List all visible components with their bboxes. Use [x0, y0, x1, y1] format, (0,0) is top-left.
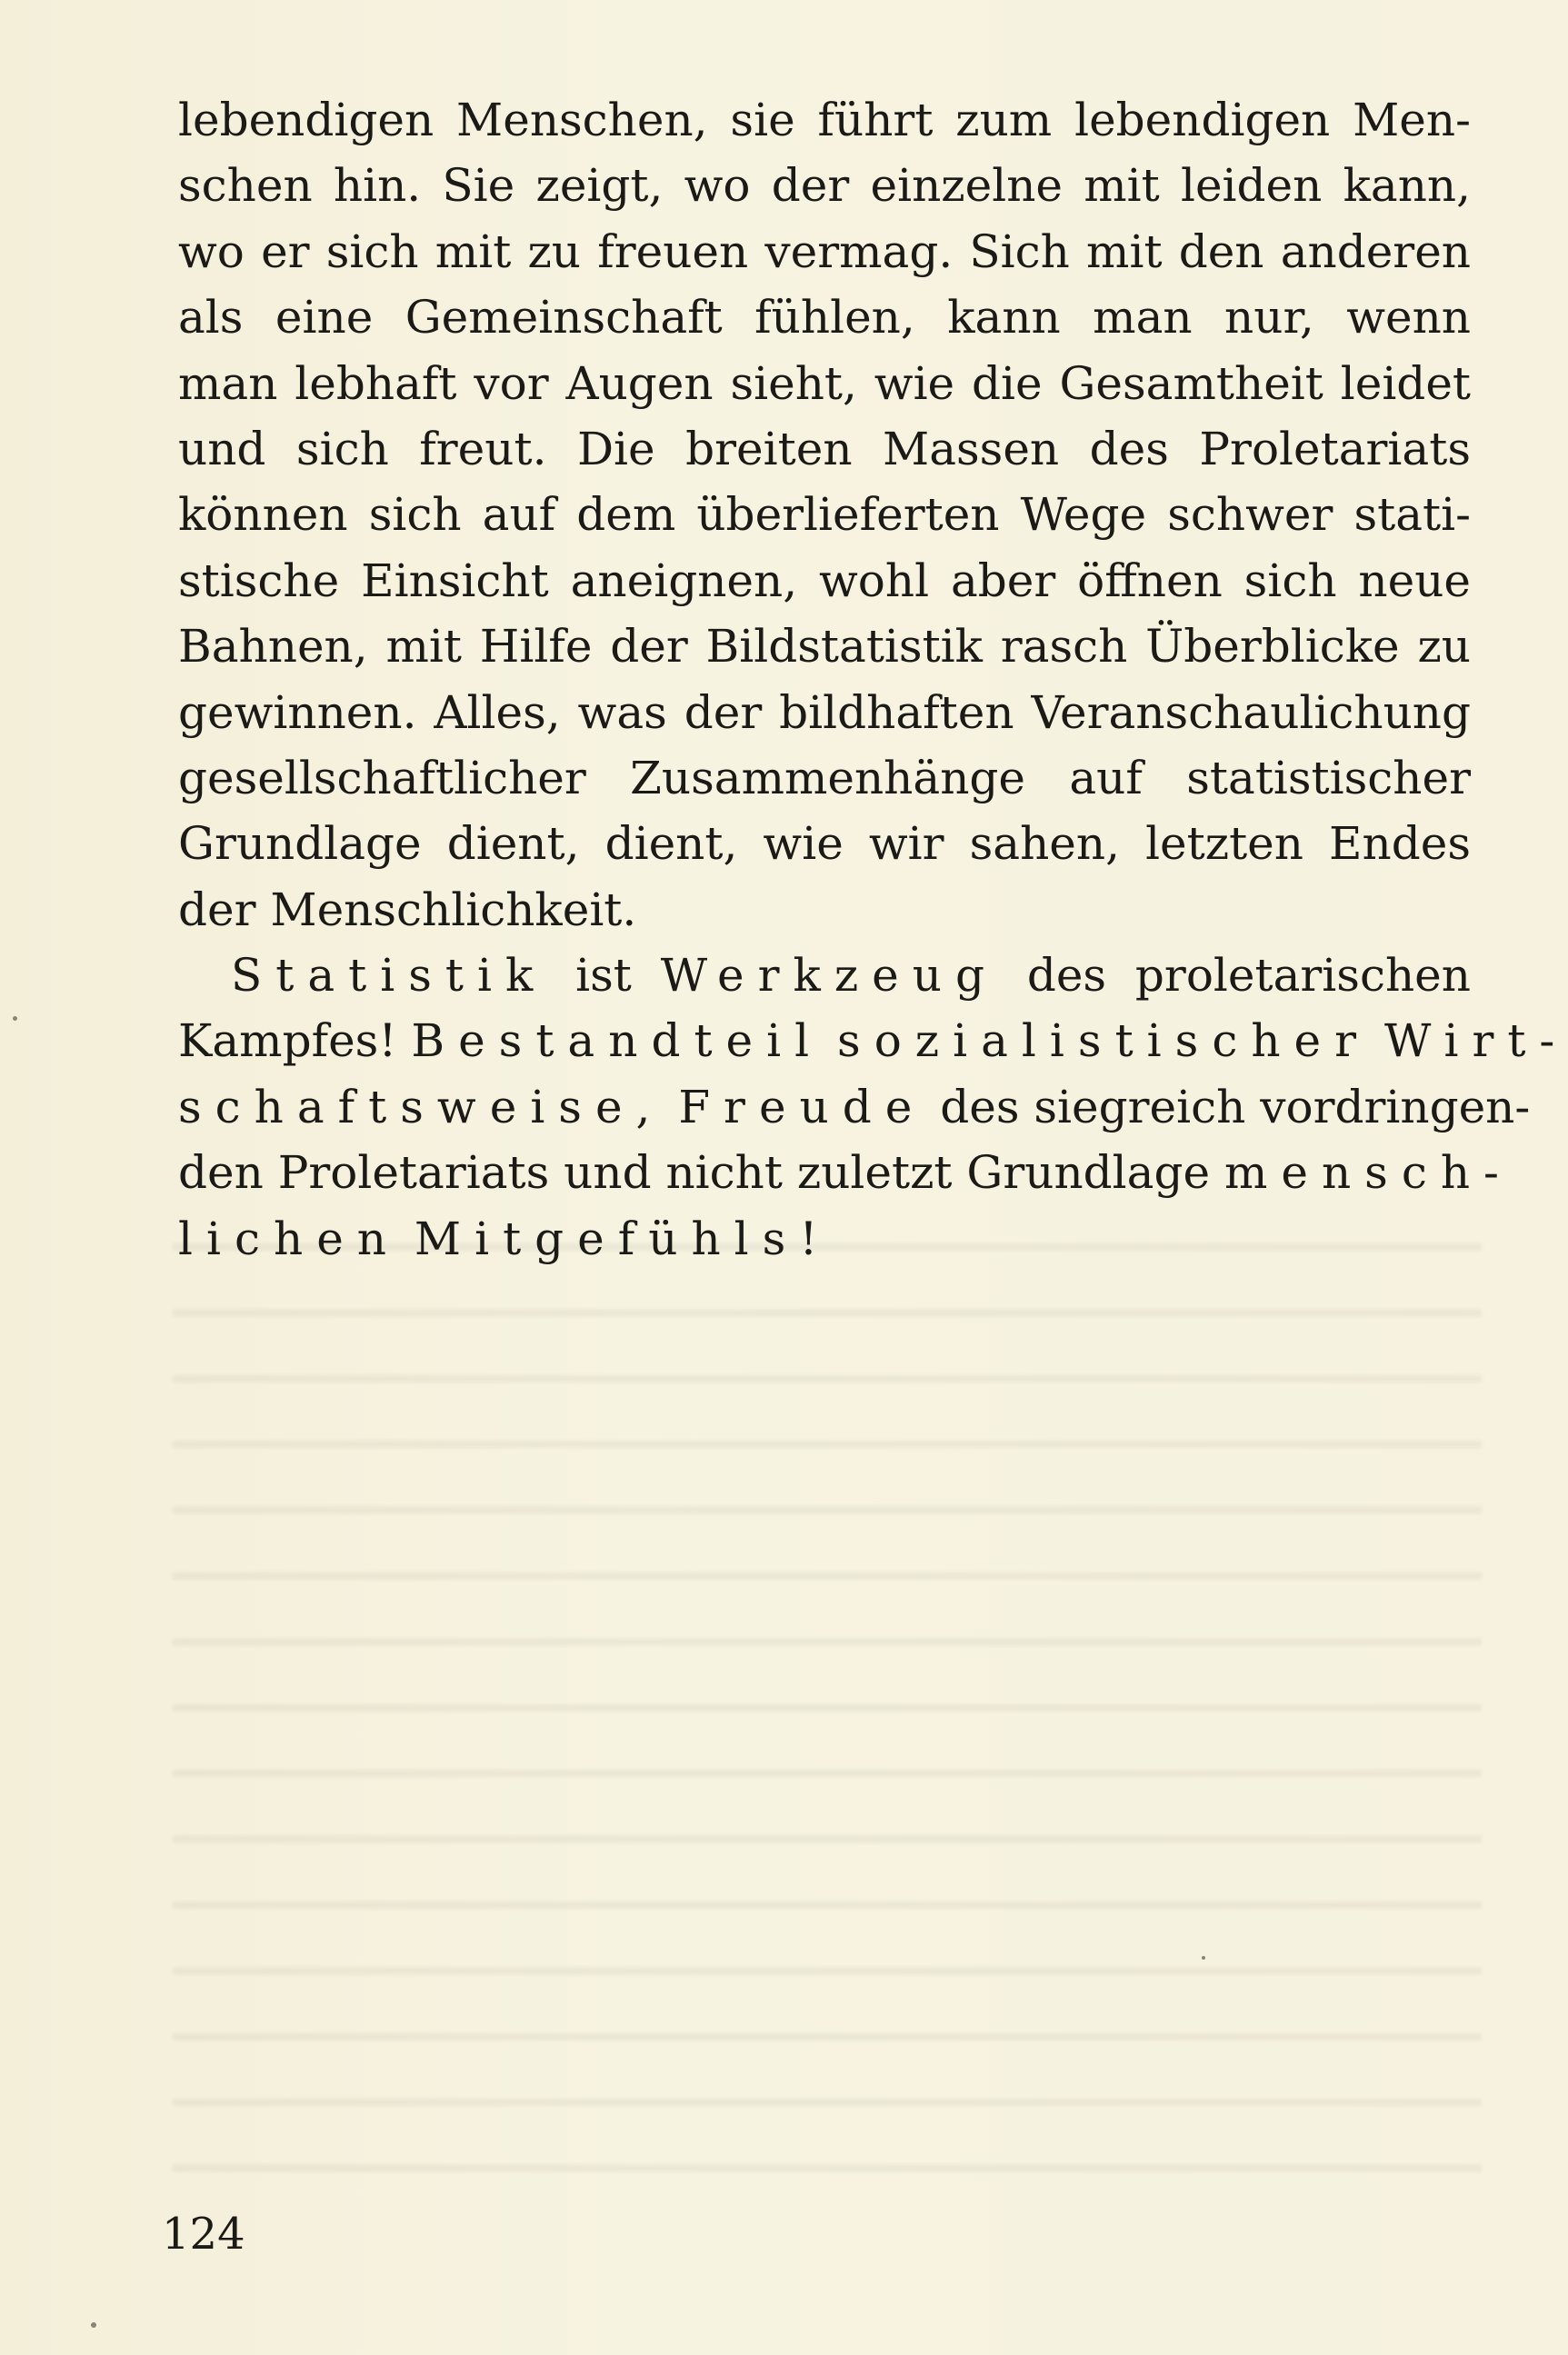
word-ist: ist — [575, 949, 632, 1003]
text-line: lebendigen Menschen, sie führt zum lebendigen Men- — [178, 94, 1471, 146]
body-text — [178, 87, 1568, 1272]
emphasis-mensch: mensch- — [1223, 1146, 1513, 1200]
emphasis-schaftsweise: schaftsweise, — [178, 1080, 664, 1133]
text-line: man lebhaft vor Augen sieht, wie die Gesamtheit leidet — [178, 356, 1471, 410]
text-line: Grundlage dient, dient, wie wir sahen, letzten Endes — [178, 817, 1471, 871]
text-line: schen hin. Sie zeigt, wo der einzelne mit leiden kann, — [178, 159, 1471, 213]
emphasis-mitgefuehls: Mitgefühls! — [414, 1212, 832, 1265]
paper-speck — [1202, 1956, 1205, 1960]
emphasis-werkzeug: Werkzeug — [660, 949, 998, 1003]
show-through-text — [173, 1209, 1482, 2190]
emphasis-bestandteil: Bestandteil — [411, 1014, 824, 1068]
text-line: gewinnen. Alles, was der bildhaften Veranschaulichung — [178, 685, 1471, 739]
text-line: stische Einsicht aneignen, wohl aber öffnen sich neue — [178, 554, 1471, 607]
conclusion-line — [178, 943, 1471, 1008]
emphasis-sozialistischer: sozialistischer — [837, 1014, 1371, 1068]
text-line: der Menschlichkeit. — [178, 883, 637, 936]
word-kampfes: Kampfes! — [178, 1014, 397, 1068]
emphasis-wirt: Wirt- — [1383, 1014, 1568, 1068]
conclusion-line — [178, 1206, 1471, 1272]
paper-speck — [13, 1016, 17, 1021]
emphasis-statistik: Statistik — [231, 949, 547, 1003]
phrase-den-proletariats: den Proletariats und nicht zuletzt Grundlage — [178, 1146, 1211, 1200]
text-line: können sich auf dem überlieferten Wege schwer stati- — [178, 488, 1471, 542]
text-line: als eine Gemeinschaft fühlen, kann man nur, wenn — [178, 291, 1471, 344]
conclusion-line — [178, 1140, 1513, 1205]
text-line: und sich freut. Die breiten Massen des Proletariats — [178, 422, 1471, 475]
paper-speck — [91, 2322, 96, 2328]
page-number: 124 — [162, 2209, 245, 2260]
phrase-des-siegreich: des siegreich vordringen- — [940, 1080, 1531, 1133]
conclusion-line — [178, 1008, 1568, 1073]
emphasis-freude: Freude — [678, 1080, 926, 1133]
text-line: Bahnen, mit Hilfe der Bildstatistik rasch Überblicke zu — [178, 620, 1471, 674]
text-line: gesellschaftlicher Zusammenhänge auf statistischer — [178, 751, 1471, 804]
conclusion-line — [178, 1074, 1531, 1140]
text-line: wo er sich mit zu freuen vermag. Sich mit den anderen — [178, 225, 1471, 278]
emphasis-lichen: lichen — [178, 1212, 400, 1265]
phrase-des-proletarischen: des proletarischen — [1026, 949, 1471, 1003]
